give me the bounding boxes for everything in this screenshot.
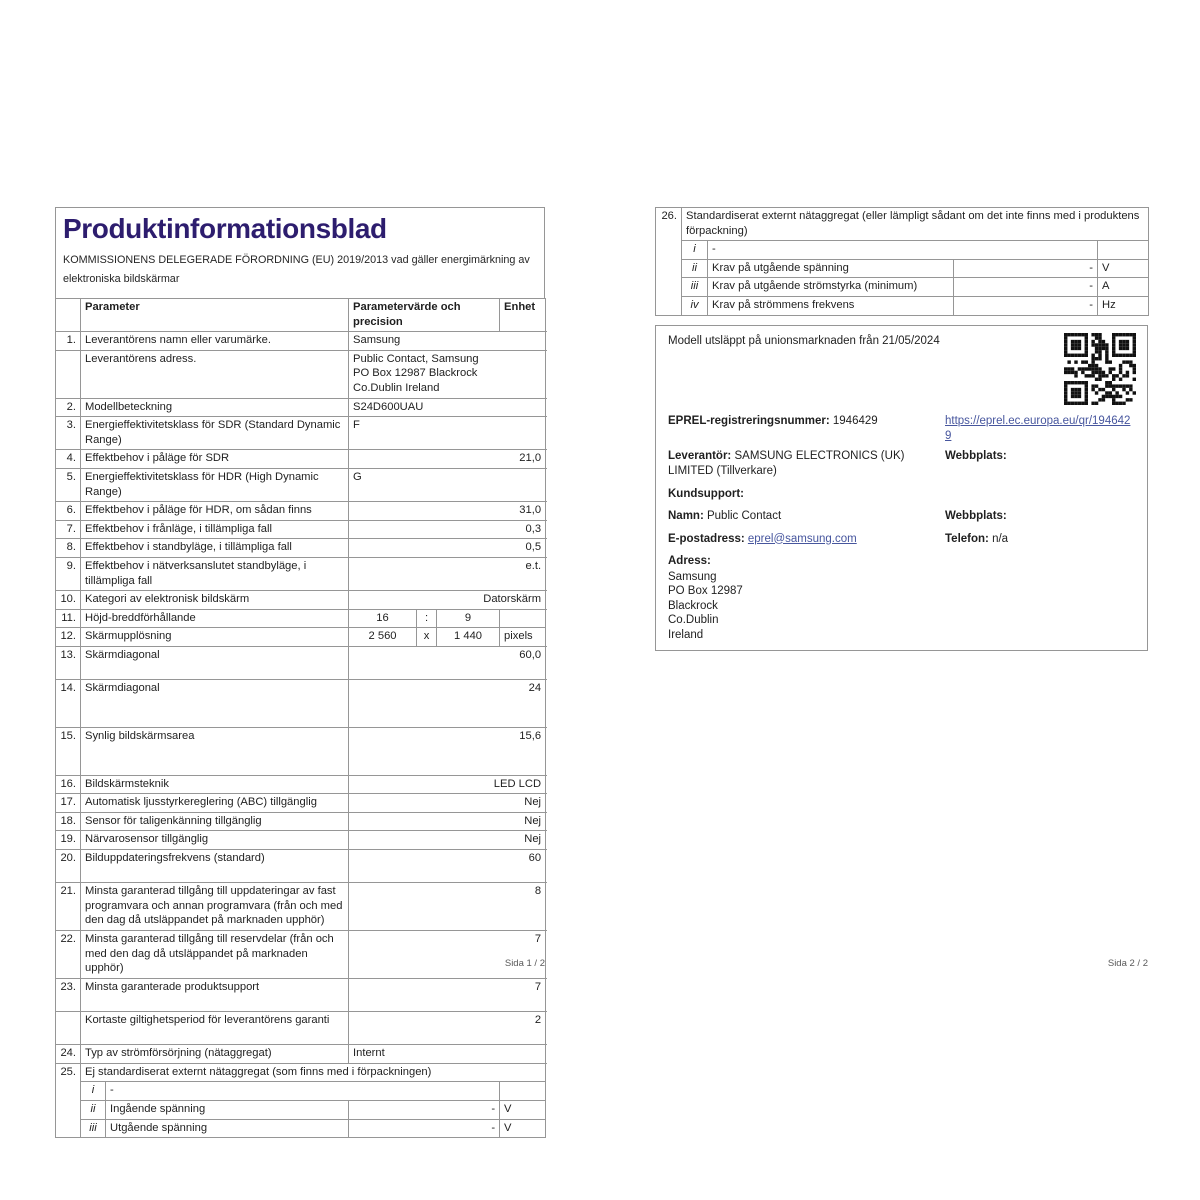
email-link[interactable]: eprel@samsung.com <box>747 532 857 545</box>
eprel-row <box>668 414 1135 445</box>
value-part2-cell: 1 440 <box>437 628 500 647</box>
parameter-cell: Leverantörens adress. <box>81 350 349 398</box>
table-row <box>56 468 546 501</box>
roman-index-cell: ii <box>682 259 708 278</box>
parameter-cell: Höjd-breddförhållande <box>81 609 349 628</box>
name-value: Public Contact <box>706 510 782 522</box>
external-psu-section <box>655 207 1148 316</box>
eprel-link[interactable]: https://eprel.ec.europa.eu/qr/1946429 <box>945 414 1131 442</box>
unit-cell: V <box>1098 259 1149 278</box>
table-row <box>56 1082 546 1101</box>
value-cell: Public Contact, Samsung PO Box 12987 Blackrock Co.Dublin Ireland <box>349 350 546 398</box>
table-row <box>56 930 546 978</box>
eprel-number: 1946429 <box>832 414 878 427</box>
contact-phone <box>945 532 1135 548</box>
value-cell: 0,3 <box>349 520 546 539</box>
row-number-cell: 22. <box>56 930 81 978</box>
value-cell: 21,0 <box>349 450 546 469</box>
row-number-cell <box>56 350 81 398</box>
unit-cell <box>1098 241 1149 260</box>
row-number-cell: 10. <box>56 591 81 610</box>
value-cell: Nej <box>349 794 546 813</box>
supplier-row <box>668 449 1135 480</box>
table-header-row <box>56 299 546 332</box>
table-row <box>656 259 1149 278</box>
phone-label: Telefon: <box>945 532 989 545</box>
contact-name <box>668 509 945 525</box>
header-unit-cell: Enhet <box>500 299 546 332</box>
table-row <box>56 628 546 647</box>
parameter-cell: Effektbehov i påläge för SDR <box>81 450 349 469</box>
parameter-cell: Effektbehov i nätverksanslutet standbyläge, i tillämpliga fall <box>81 557 349 590</box>
parameter-cell: Synlig bildskärmsarea <box>81 727 349 775</box>
support-label: Kundsupport: <box>668 487 745 500</box>
supplier-name: SAMSUNG ELECTRONICS (UK) LIMITED (Tillverkare) <box>668 449 905 477</box>
row-number-cell: 25. <box>56 1063 81 1137</box>
row-number-cell: 21. <box>56 883 81 931</box>
value-cell: 7 <box>349 978 546 1011</box>
row-number-cell: 6. <box>56 502 81 521</box>
table-row <box>56 831 546 850</box>
roman-index-cell: i <box>81 1082 106 1101</box>
row-number-cell: 12. <box>56 628 81 647</box>
value-cell: LED LCD <box>349 775 546 794</box>
parameter-cell: Effektbehov i frånläge, i tillämpliga fall <box>81 520 349 539</box>
table-row <box>656 241 1149 260</box>
roman-index-cell: iii <box>81 1119 106 1138</box>
eprel-label: EPREL-registreringsnummer: <box>668 414 830 427</box>
table-row <box>656 296 1149 315</box>
email-label: E-postadress: <box>668 532 745 545</box>
parameter-cell: Effektbehov i påläge för HDR, om sådan finns <box>81 502 349 521</box>
row-number-cell: 3. <box>56 417 81 450</box>
header-value-cell: Parametervärde och precision <box>349 299 500 332</box>
parameter-cell: Energieffektivitetsklass för SDR (Standard Dynamic Range) <box>81 417 349 450</box>
unit-cell: V <box>500 1119 546 1138</box>
parameter-cell: Leverantörens namn eller varumärke. <box>81 332 349 351</box>
table-row <box>56 850 546 883</box>
support-website <box>945 509 1135 525</box>
row-number-cell: 20. <box>56 850 81 883</box>
parameter-cell: Automatisk ljusstyrkereglering (ABC) tillgänglig <box>81 794 349 813</box>
parameter-cell: Skärmdiagonal <box>81 680 349 728</box>
value-part1-cell: 2 560 <box>349 628 417 647</box>
qr-code-icon <box>1064 333 1136 405</box>
page1-footer: Sida 1 / 2 <box>504 958 545 969</box>
table-row <box>56 680 546 728</box>
header-number-cell <box>56 299 81 332</box>
table-row <box>56 332 546 351</box>
value-part1-cell: 16 <box>349 609 417 628</box>
contact-name-row <box>668 509 1135 525</box>
website-label-2: Webbplats: <box>945 510 1007 522</box>
parameter-cell: Bildskärmsteknik <box>81 775 349 794</box>
parameter-cell: Kategori av elektronisk bildskärm <box>81 591 349 610</box>
roman-index-cell: i <box>682 241 708 260</box>
value-cell: Internt <box>349 1045 546 1064</box>
value-cell: 0,5 <box>349 539 546 558</box>
value-cell: - <box>349 1119 500 1138</box>
row-number-cell: 19. <box>56 831 81 850</box>
table-row <box>56 539 546 558</box>
value-cell: - <box>349 1100 500 1119</box>
row-number-cell: 13. <box>56 646 81 679</box>
value-cell: G <box>349 468 546 501</box>
table-row <box>56 978 546 1011</box>
section-label-cell: Standardiserat externt nätaggregat (eller lämpligt sådant om det inte finns med i produktens förpackning) <box>682 208 1149 241</box>
parameter-cell: Ingående spänning <box>106 1100 349 1119</box>
value-separator-cell: : <box>417 609 437 628</box>
table-row <box>56 775 546 794</box>
roman-index-cell: iii <box>682 278 708 297</box>
table-row <box>56 1063 546 1082</box>
parameter-cell: Krav på utgående spänning <box>708 259 954 278</box>
table-row <box>656 208 1149 241</box>
value-part2-cell: 9 <box>437 609 500 628</box>
table-row <box>656 278 1149 297</box>
table-row <box>56 883 546 931</box>
parameter-cell: Typ av strömförsörjning (nätaggregat) <box>81 1045 349 1064</box>
table-row <box>56 727 546 775</box>
value-cell: - <box>106 1082 500 1101</box>
page2-footer: Sida 2 / 2 <box>1107 958 1148 969</box>
row-number-cell <box>56 1011 81 1044</box>
eprel-registration <box>668 414 945 445</box>
table-row <box>56 609 546 628</box>
value-cell: 31,0 <box>349 502 546 521</box>
parameter-cell: Sensor för taligenkänning tillgänglig <box>81 812 349 831</box>
row-number-cell: 4. <box>56 450 81 469</box>
parameter-cell: Effektbehov i standbyläge, i tillämpliga fall <box>81 539 349 558</box>
row-number-cell: 11. <box>56 609 81 628</box>
sheet-header <box>55 207 545 298</box>
row-number-cell: 5. <box>56 468 81 501</box>
supplier-info-box <box>655 325 1148 651</box>
table-row <box>56 1045 546 1064</box>
supplier-text <box>668 449 945 480</box>
row-number-cell: 7. <box>56 520 81 539</box>
parameter-cell: Skärmdiagonal <box>81 646 349 679</box>
value-cell: Datorskärm <box>349 591 546 610</box>
table-row <box>56 398 546 417</box>
value-cell: S24D600UAU <box>349 398 546 417</box>
row-number-cell: 9. <box>56 557 81 590</box>
table-row <box>56 417 546 450</box>
row-number-cell: 15. <box>56 727 81 775</box>
supplier-website <box>945 449 1135 480</box>
parameter-cell: Närvarosensor tillgänglig <box>81 831 349 850</box>
value-cell: 15,6 <box>349 727 546 775</box>
unit-cell: A <box>1098 278 1149 297</box>
value-cell: Nej <box>349 831 546 850</box>
product-info-sheet <box>55 207 545 1138</box>
unit-cell <box>500 609 546 628</box>
value-cell: e.t. <box>349 557 546 590</box>
contact-email <box>668 532 945 548</box>
parameter-cell: Skärmupplösning <box>81 628 349 647</box>
unit-cell: pixels <box>500 628 546 647</box>
value-cell: - <box>708 241 1098 260</box>
address-lines: Samsung PO Box 12987 Blackrock Co.Dublin Ireland <box>668 570 743 641</box>
row-number-cell: 23. <box>56 978 81 1011</box>
table-row <box>56 794 546 813</box>
roman-index-cell: iv <box>682 296 708 315</box>
page-title: Produktinformationsblad <box>63 213 387 244</box>
supplier-label: Leverantör: <box>668 449 732 462</box>
table-row <box>56 591 546 610</box>
table-row <box>56 1011 546 1044</box>
table-row <box>56 520 546 539</box>
unit-cell: V <box>500 1100 546 1119</box>
page-subtitle: KOMMISSIONENS DELEGERADE FÖRORDNING (EU) 2019/2013 vad gäller energimärkning av elektroniska bildskärmar <box>63 254 530 285</box>
value-cell: Samsung <box>349 332 546 351</box>
row-number-cell: 24. <box>56 1045 81 1064</box>
table-row <box>56 1100 546 1119</box>
value-cell: Nej <box>349 812 546 831</box>
external-psu-table <box>655 207 1149 316</box>
row-number-cell: 26. <box>656 208 682 316</box>
row-number-cell: 8. <box>56 539 81 558</box>
table-row <box>56 350 546 398</box>
parameter-cell: Energieffektivitetsklass för HDR (High Dynamic Range) <box>81 468 349 501</box>
website-label: Webbplats: <box>945 449 1007 462</box>
section-label-cell: Ej standardiserat externt nätaggregat (som finns med i förpackningen) <box>81 1063 546 1082</box>
table-row <box>56 502 546 521</box>
phone-value: n/a <box>992 532 1009 545</box>
value-cell: 60 <box>349 850 546 883</box>
parameter-cell: Modellbeteckning <box>81 398 349 417</box>
address-block <box>668 554 1135 642</box>
row-number-cell: 2. <box>56 398 81 417</box>
row-number-cell: 17. <box>56 794 81 813</box>
header-parameter-cell: Parameter <box>81 299 349 332</box>
address-row <box>668 554 1135 642</box>
parameter-cell: Kortaste giltighetsperiod för leverantörens garanti <box>81 1011 349 1044</box>
row-number-cell: 1. <box>56 332 81 351</box>
value-cell: - <box>954 296 1098 315</box>
table-row <box>56 450 546 469</box>
value-cell: 7 <box>349 930 546 978</box>
parameter-cell: Krav på utgående strömstyrka (minimum) <box>708 278 954 297</box>
parameter-cell: Utgående spänning <box>106 1119 349 1138</box>
model-release-text: Modell utsläppt på unionsmarknaden från 21/05/2024 <box>668 335 940 347</box>
address-label: Adress: <box>668 555 711 567</box>
table-row <box>56 557 546 590</box>
eprel-link-wrap <box>945 414 1135 445</box>
name-label: Namn: <box>668 510 704 522</box>
value-cell: 2 <box>349 1011 546 1044</box>
value-cell: F <box>349 417 546 450</box>
parameter-cell: Minsta garanterade produktsupport <box>81 978 349 1011</box>
value-separator-cell: x <box>417 628 437 647</box>
product-info-table <box>55 298 546 1138</box>
value-cell: 60,0 <box>349 646 546 679</box>
value-cell: - <box>954 278 1098 297</box>
parameter-cell: Bilduppdateringsfrekvens (standard) <box>81 850 349 883</box>
value-cell: - <box>954 259 1098 278</box>
value-cell: 8 <box>349 883 546 931</box>
parameter-cell: Krav på strömmens frekvens <box>708 296 954 315</box>
roman-index-cell: ii <box>81 1100 106 1119</box>
unit-cell: Hz <box>1098 296 1149 315</box>
row-number-cell: 14. <box>56 680 81 728</box>
value-cell: 24 <box>349 680 546 728</box>
row-number-cell: 18. <box>56 812 81 831</box>
table-row <box>56 1119 546 1138</box>
parameter-cell: Minsta garanterad tillgång till reservdelar (från och med den dag då utsläppandet på marknaden upphör) <box>81 930 349 978</box>
unit-cell <box>500 1082 546 1101</box>
support-row <box>668 487 1135 503</box>
row-number-cell: 16. <box>56 775 81 794</box>
parameter-cell: Minsta garanterad tillgång till uppdateringar av fast programvara och annan programvara (från och med den dag då utsläppandet på marknaden upphör) <box>81 883 349 931</box>
contact-email-row <box>668 532 1135 548</box>
table-row <box>56 812 546 831</box>
table-row <box>56 646 546 679</box>
